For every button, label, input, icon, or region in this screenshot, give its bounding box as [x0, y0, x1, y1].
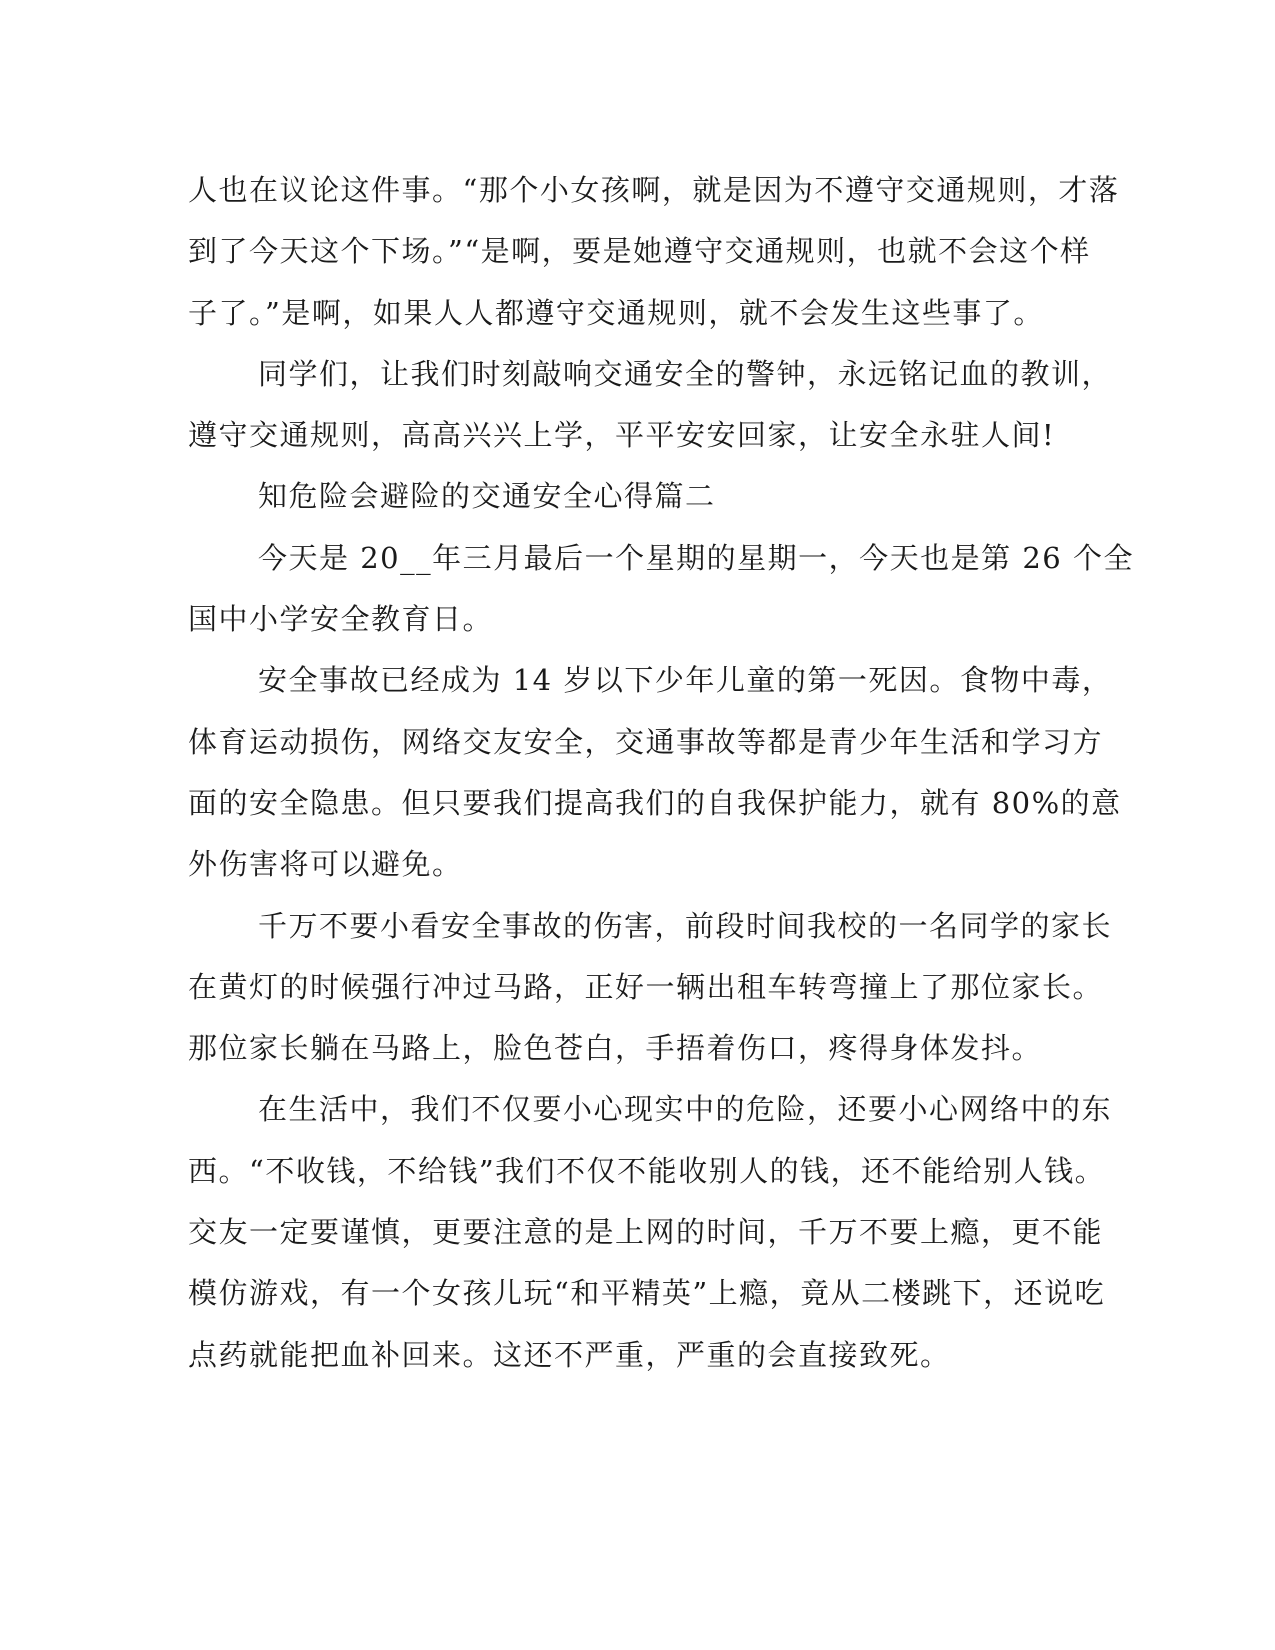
- paragraph-start-line: 安全事故已经成为 14 岁以下少年儿童的第一死因。食物中毒，: [258, 663, 1113, 698]
- text-line: 子了。”是啊，如果人人都遵守交通规则，就不会发生这些事了。: [188, 295, 1044, 330]
- text-line: 遵守交通规则，高高兴兴上学，平平安安回家，让安全永驻人间!: [188, 418, 1056, 453]
- text-line: 模仿游戏，有一个女孩儿玩“和平精英”上瘾，竟从二楼跳下，还说吃: [188, 1276, 1106, 1311]
- text-line: 体育运动损伤，网络交友安全，交通事故等都是青少年生活和学习方: [188, 724, 1104, 759]
- text-line: 交友一定要谨慎，更要注意的是上网的时间，千万不要上瘾，更不能: [188, 1215, 1104, 1250]
- text-line: 国中小学安全教育日。: [188, 602, 494, 637]
- text-line: 外伤害将可以避免。: [188, 847, 463, 882]
- text-line: 那位家长躺在马路上，脸色苍白，手捂着伤口，疼得身体发抖。: [188, 1031, 1043, 1066]
- text-line: 在黄灯的时候强行冲过马路，正好一辆出租车转弯撞上了那位家长。: [188, 969, 1104, 1004]
- text-line: 面的安全隐患。但只要我们提高我们的自我保护能力，就有 80%的意: [188, 785, 1122, 820]
- text-line: 人也在议论这件事。“那个小女孩啊，就是因为不遵守交通规则，才落: [188, 173, 1120, 207]
- paragraph-start-line: 今天是 20__年三月最后一个星期的星期一，今天也是第 26 个全: [258, 540, 1134, 575]
- paragraph-start-line: 同学们，让我们时刻敲响交通安全的警钟，永远铭记血的教训，: [258, 356, 1113, 391]
- text-line: 西。“不收钱，不给钱”我们不仅不能收别人的钱，还不能给别人钱。: [188, 1153, 1106, 1188]
- text-line: 到了今天这个下场。”“是啊，要是她遵守交通规则，也就不会这个样: [188, 234, 1091, 269]
- text-line: 点药就能把血补回来。这还不严重，严重的会直接致死。: [188, 1337, 951, 1372]
- section-heading: 知危险会避险的交通安全心得篇二: [258, 479, 716, 514]
- paragraph-start-line: 在生活中，我们不仅要小心现实中的危险，还要小心网络中的东: [258, 1092, 1113, 1127]
- paragraph-start-line: 千万不要小看安全事故的伤害，前段时间我校的一名同学的家长: [258, 908, 1113, 943]
- document-body: [188, 160, 1134, 1386]
